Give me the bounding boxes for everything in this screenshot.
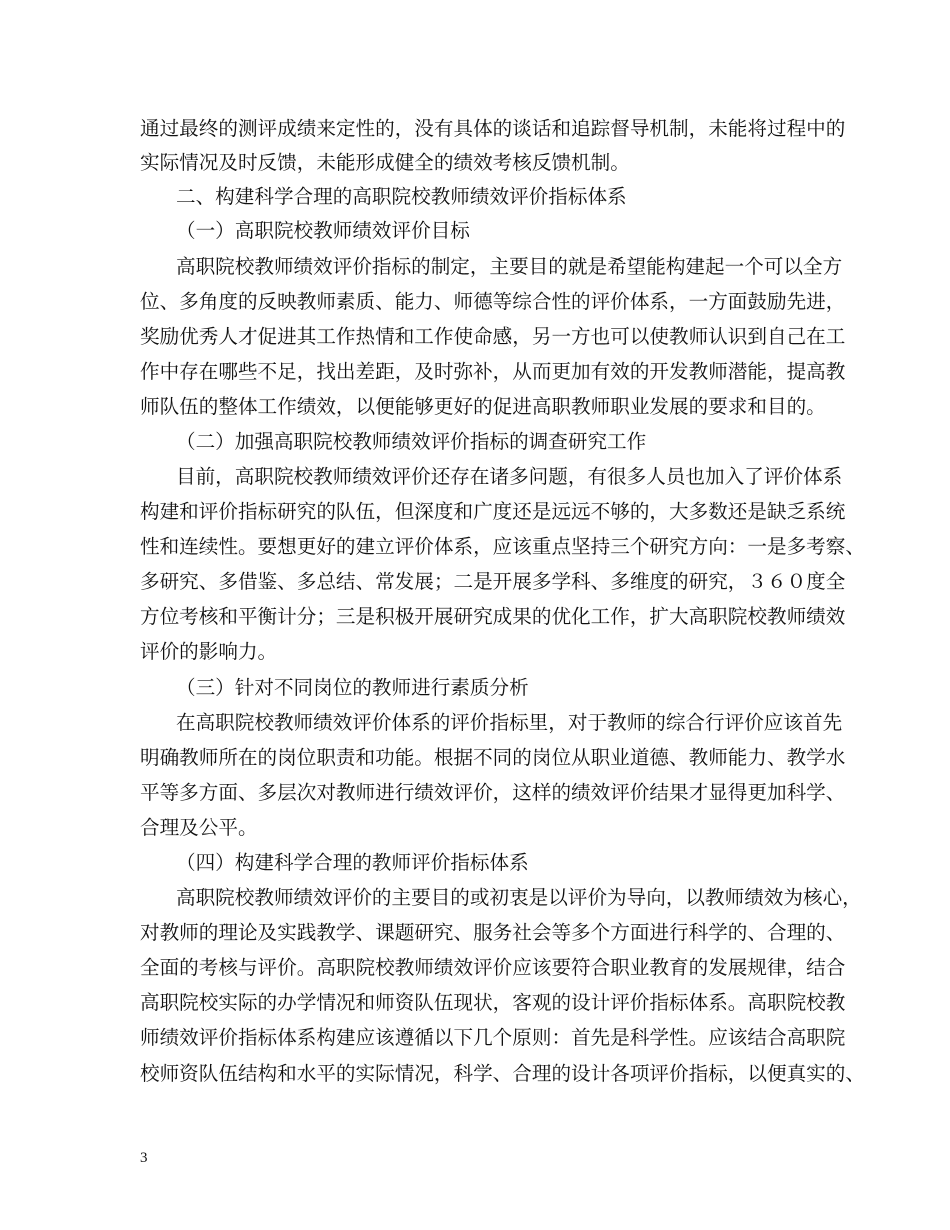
text-line: 对教师的理论及实践教学、课题研究、服务社会等多个方面进行科学的、合理的、 [140,921,846,944]
text-line: 明确教师所在的岗位职责和功能。根据不同的岗位从职业道德、教师能力、教学水 [140,746,846,769]
text-line: 构建和评价指标研究的队伍，但深度和广度还是远远不够的，大多数还是缺乏系统 [140,500,846,523]
subsection-heading: （三）针对不同岗位的教师进行素质分析 [176,676,529,699]
text-line: 在高职院校教师绩效评价体系的评价指标里，对于教师的综合行评价应该首先 [176,711,843,734]
subsection-heading: （一）高职院校教师绩效评价目标 [176,219,470,242]
text-line: 高职院校教师绩效评价的主要目的或初衷是以评价为导向，以教师绩效为核心， [176,886,862,909]
text-line: 多研究、多借鉴、多总结、常发展；二是开展多学科、多维度的研究，３６０度全 [140,570,846,593]
text-line: 校师资队伍结构和水平的实际情况，科学、合理的设计各项评价指标，以便真实的、 [140,1062,865,1085]
text-line: 奖励优秀人才促进其工作热情和工作使命感，另一方也可以使教师认识到自己在工 [140,325,846,348]
text-line: 师队伍的整体工作绩效，以便能够更好的促进高职教师职业发展的要求和目的。 [140,395,826,418]
text-line: 高职院校实际的办学情况和师资队伍现状，客观的设计评价指标体系。高职院校教 [140,991,846,1014]
text-line: 师绩效评价指标体系构建应该遵循以下几个原则：首先是科学性。应该结合高职院 [140,1026,846,1049]
text-line: 全面的考核与评价。高职院校教师绩效评价应该要符合职业教育的发展规律，结合 [140,956,846,979]
text-line: 性和连续性。要想更好的建立评价体系，应该重点坚持三个研究方向：一是多考察、 [140,535,865,558]
text-line: 位、多角度的反映教师素质、能力、师德等综合性的评价体系，一方面鼓励先进， [140,290,846,313]
text-line: 通过最终的测评成绩来定性的，没有具体的谈话和追踪督导机制，未能将过程中的 [140,117,846,140]
text-line: 平等多方面、多层次对教师进行绩效评价，这样的绩效评价结果才显得更加科学、 [140,781,846,804]
subsection-heading: （四）构建科学合理的教师评价指标体系 [176,851,529,874]
text-line: 目前，高职院校教师绩效评价还存在诸多问题，有很多人员也加入了评价体系 [176,465,843,488]
text-line: 合理及公平。 [140,816,258,839]
text-line: 高职院校教师绩效评价指标的制定，主要目的就是希望能构建起一个可以全方 [176,255,843,278]
page-number: 3 [140,1150,148,1166]
text-line: 作中存在哪些不足，找出差距，及时弥补，从而更加有效的开发教师潜能，提高教 [140,360,846,383]
text-line: 实际情况及时反馈，未能形成健全的绩效考核反馈机制。 [140,151,630,174]
text-line: 方位考核和平衡计分；三是积极开展研究成果的优化工作，扩大高职院校教师绩效 [140,605,846,628]
section-heading: 二、构建科学合理的高职院校教师绩效评价指标体系 [176,185,627,208]
subsection-heading: （二）加强高职院校教师绩效评价指标的调查研究工作 [176,430,647,453]
text-line: 评价的影响力。 [140,640,278,663]
